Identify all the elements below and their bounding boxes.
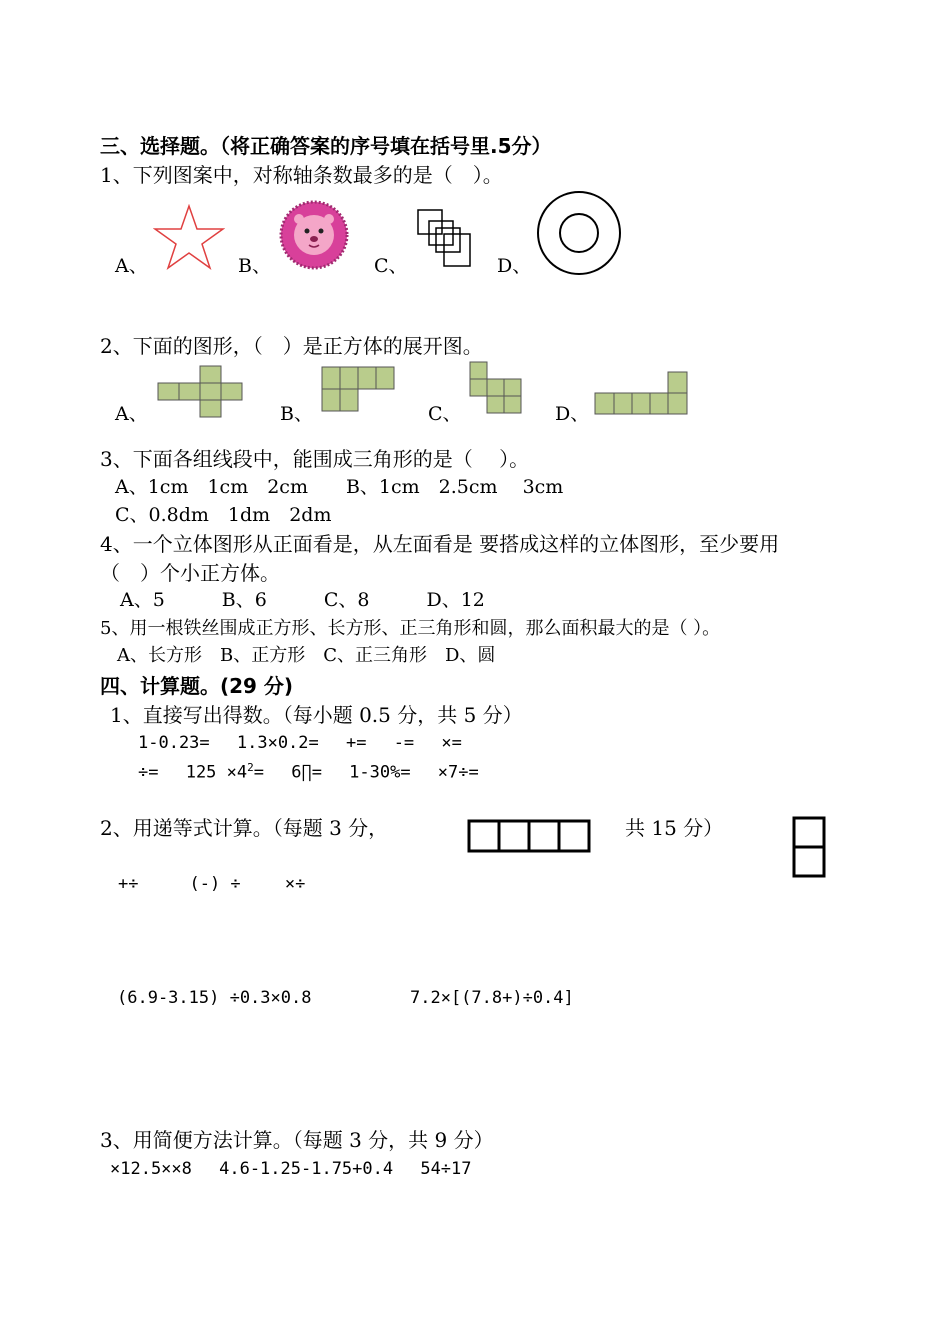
q1-option-b-label: B、: [238, 255, 271, 277]
problem-1-text: 1、直接写出得数。（每小题 0.5 分，共 5 分）: [110, 703, 523, 727]
problem-2-text-end: 共 15 分）: [625, 816, 724, 840]
q2-option-a-label: A、: [115, 403, 148, 425]
problem-2-row-2-left: (6.9-3.15) ÷0.3×0.8: [117, 988, 312, 1008]
q3-options-line-1: A、1cm 1cm 2cm B、1cm 2.5cm 3cm: [115, 476, 564, 498]
cube-net-c-figure: [468, 360, 524, 416]
cube-net-d-figure: [593, 370, 691, 416]
question-4-text: 4、一个立体图形从正面看是，从左面看是 要搭成这样的立体图形，至少要用: [100, 532, 780, 556]
question-4-text-continued: （ ）个小正方体。: [100, 561, 280, 585]
problem-2-text: 2、用递等式计算。（每题 3 分，: [100, 816, 389, 840]
question-5-text: 5、用一根铁丝围成正方形、长方形、正三角形和圆，那么面积最大的是（ ）。: [100, 618, 721, 639]
problem-3-text: 3、用简便方法计算。（每题 3 分，共 9 分）: [100, 1128, 494, 1152]
problem-1-row-2: ÷= $125 \times 4^2=$ 6∏= 1-30%= ×7÷=: [138, 761, 479, 783]
cube-net-b-figure: [320, 365, 398, 413]
q4-options: A、5 B、6 C、8 D、12: [120, 589, 485, 611]
question-2-text: 2、下面的图形，（ ）是正方体的展开图。: [100, 334, 483, 358]
two-square-column-figure: [792, 816, 826, 878]
cube-net-a-figure: [156, 365, 244, 419]
question-1-text: 1、下列图案中，对称轴条数最多的是（ ）。: [100, 163, 503, 187]
four-square-row-figure: [467, 819, 593, 853]
lion-face-figure: [279, 200, 349, 270]
q2-option-c-label: C、: [428, 403, 462, 425]
section-3-title: 三、选择题。（将正确答案的序号填在括号里.5分）: [100, 134, 552, 158]
problem-2-row-1: +÷ (-) ÷ ×÷: [118, 874, 306, 894]
q1-option-d-label: D、: [497, 255, 532, 277]
overlapping-squares-figure: [416, 208, 474, 270]
problem-1-row-1: 1-0.23= 1.3×0.2= += -= ×=: [138, 733, 462, 753]
concentric-circles-figure: [535, 190, 625, 276]
q1-option-c-label: C、: [374, 255, 408, 277]
question-3-text: 3、下面各组线段中，能围成三角形的是（ ）。: [100, 447, 530, 471]
star-figure: [153, 204, 225, 270]
q2-option-b-label: B、: [280, 403, 313, 425]
problem-2-row-2-right: 7.2×[(7.8+)÷0.4]: [410, 988, 574, 1008]
section-4-title: 四、计算题。(29 分): [100, 674, 294, 698]
q1-option-a-label: A、: [115, 255, 148, 277]
q2-option-d-label: D、: [555, 403, 590, 425]
q5-options: A、长方形 B、正方形 C、正三角形 D、圆: [117, 645, 496, 666]
q3-options-line-2: C、0.8dm 1dm 2dm: [115, 504, 332, 526]
problem-3-row-1: ×12.5××8 4.6-1.25-1.75+0.4 54÷17: [110, 1159, 472, 1179]
